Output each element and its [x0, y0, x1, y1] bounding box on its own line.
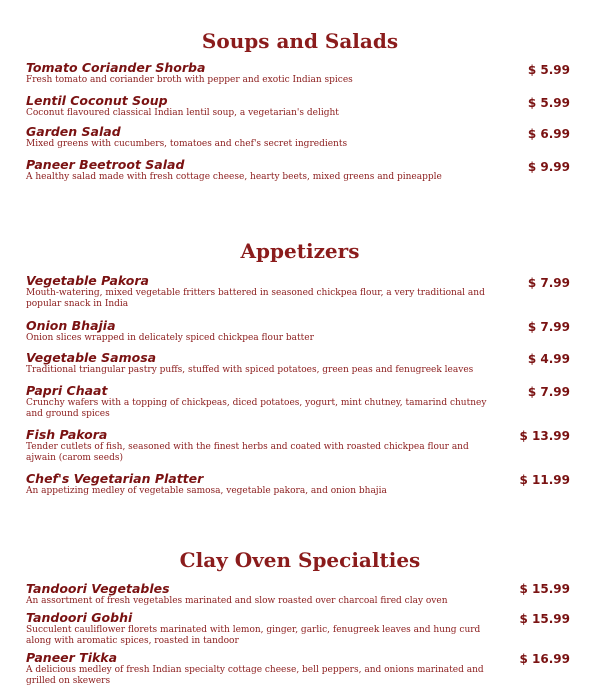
- item-description: Crunchy wafers with a topping of chickpeas, diced potatoes, yogurt, mint chutney, tamarind chutney and ground spices: [26, 398, 487, 419]
- menu-item: [26, 472, 574, 497]
- item-description: A healthy salad made with fresh cottage cheese, hearty beets, mixed greens and pineapple: [26, 172, 442, 182]
- item-name: Tandoori Gobhi: [26, 610, 133, 625]
- menu-item: [26, 125, 574, 150]
- item-description: Mixed greens with cucumbers, tomatoes and chef's secret ingredients: [26, 139, 348, 149]
- item-price: $ 5.99: [527, 96, 570, 110]
- menu-item: [26, 61, 574, 86]
- item-name: Lentil Coconut Soup: [26, 93, 168, 108]
- item-name: Onion Bhajia: [26, 318, 116, 333]
- item-description: Onion slices wrapped in delicately spiced chickpea flour batter: [26, 333, 314, 343]
- item-description: Coconut flavoured classical Indian lentil soup, a vegetarian's delight: [26, 108, 339, 118]
- menu-item: [26, 384, 574, 420]
- item-price: $ 9.99: [527, 160, 570, 174]
- item-price: $ 7.99: [527, 320, 570, 334]
- menu-item: [26, 351, 574, 376]
- item-description: Fresh tomato and coriander broth with pepper and exotic Indian spices: [26, 75, 353, 85]
- item-name: Tandoori Vegetables: [26, 581, 170, 596]
- item-price: $ 7.99: [527, 276, 570, 290]
- section-title-appetizers: Appetizers: [240, 239, 360, 263]
- item-price: $ 6.99: [527, 127, 570, 141]
- section-title-soups-salads: Soups and Salads: [201, 29, 399, 53]
- item-name: Tomato Coriander Shorba: [26, 60, 206, 75]
- item-description: A delicious medley of fresh Indian specialty cottage cheese, bell peppers, and onions marinated and grilled on skewers: [26, 665, 484, 686]
- item-name: Chef's Vegetarian Platter: [26, 471, 204, 486]
- menu-item: [26, 274, 574, 310]
- menu-item: [26, 582, 574, 607]
- item-name: Garden Salad: [26, 124, 121, 139]
- item-price: $ 5.99: [527, 63, 570, 77]
- menu-item: [26, 428, 574, 464]
- item-name: Papri Chaat: [26, 383, 108, 398]
- menu-item: [26, 651, 574, 687]
- item-name: Fish Pakora: [26, 427, 108, 442]
- section-title-clay-oven: Clay Oven Specialties: [179, 548, 421, 572]
- item-price: $ 7.99: [527, 385, 570, 399]
- item-price: $ 4.99: [527, 352, 570, 366]
- item-name: Paneer Beetroot Salad: [26, 157, 185, 172]
- item-price: $ 16.99: [519, 652, 570, 666]
- item-price: $ 11.99: [519, 473, 570, 487]
- item-description: Traditional triangular pastry puffs, stuffed with spiced potatoes, green peas and fenugreek leaves: [26, 365, 474, 375]
- item-description: An appetizing medley of vegetable samosa, vegetable pakora, and onion bhajia: [26, 486, 387, 496]
- item-description: Succulent cauliflower florets marinated with lemon, ginger, garlic, fenugreek leaves and hung curd along with aromatic spices, roasted in tandoor: [26, 625, 481, 646]
- item-description: Tender cutlets of fish, seasoned with the finest herbs and coated with roasted chickpea flour and ajwain (carom seeds): [26, 442, 469, 463]
- menu-item: [26, 94, 574, 119]
- item-name: Vegetable Pakora: [26, 273, 149, 288]
- menu-item: [26, 319, 574, 344]
- item-price: $ 15.99: [519, 582, 570, 596]
- item-price: $ 15.99: [519, 612, 570, 626]
- item-price: $ 13.99: [519, 429, 570, 443]
- item-description: Mouth-watering, mixed vegetable fritters battered in seasoned chickpea flour, a very traditional and popular snack in India: [26, 288, 485, 309]
- menu-item: [26, 611, 574, 647]
- menu-item: [26, 158, 574, 183]
- item-name: Paneer Tikka: [26, 650, 118, 665]
- item-description: An assortment of fresh vegetables marinated and slow roasted over charcoal fired clay oven: [26, 596, 448, 606]
- item-name: Vegetable Samosa: [26, 350, 157, 365]
